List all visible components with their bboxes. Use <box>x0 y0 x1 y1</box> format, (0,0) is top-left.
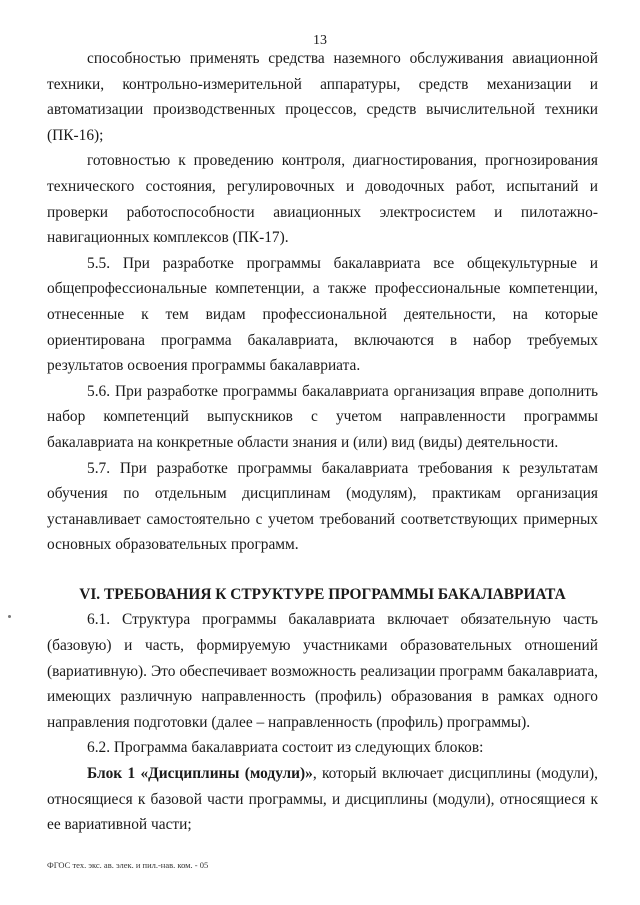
page-number: 13 <box>313 33 327 48</box>
paragraph-pk17: готовностью к проведению контроля, диагностирования, прогнозирования технического состояния, регулировочных и доводочных работ, испытаний и проверки работоспособности авиационных электросистем и пилотажно-навигационных комплексов (ПК-17). <box>47 152 598 247</box>
footer-note: ФГОС тех. экс. ав. элек. и пил.-нав. ком. - 05 <box>47 860 209 870</box>
paragraph-6-2: 6.2. Программа бакалавриата состоит из следующих блоков: <box>87 739 484 757</box>
paragraph-5-7: 5.7. При разработке программы бакалавриата требования к результатам обучения по отдельным дисциплинам (модулям), практикам организация устанавливает самостоятельно с учетом требований соответствующих примерных основных образовательных программ. <box>47 459 598 554</box>
paragraph-pk16: способностью применять средства наземного обслуживания авиационной техники, контрольно-измерительной аппаратуры, средств механизации и автоматизации производственных процессов, средств вычислительной техники (ПК-16); <box>47 50 598 144</box>
scan-margin-dot <box>8 615 11 618</box>
block1-description: , который включает дисциплины (модули), относящиеся к базовой части программы, и дисциплины (модули), относящиеся к ее вариативной части; <box>47 765 598 834</box>
document-body <box>47 46 598 838</box>
block1-title: Блок 1 «Дисциплины (модули)» <box>87 765 313 783</box>
paragraph-6-1: 6.1. Структура программы бакалавриата включает обязательную часть (базовую) и часть, формируемую участниками образовательных отношений (вариативную). Это обеспечивает возможность реализации программ бакалавриата, имеющих различную направленность (профиль) образования в рамках одного направления подготовки (далее – направленность (профиль) программы). <box>47 611 598 731</box>
paragraph-5-6: 5.6. При разработке программы бакалавриата организация вправе дополнить набор компетенций выпускников с учетом направленности программы бакалавриата на конкретные области знания и (или) вид (виды) деятельности. <box>47 382 598 451</box>
section-heading: VI. ТРЕБОВАНИЯ К СТРУКТУРЕ ПРОГРАММЫ БАКАЛАВРИАТА <box>79 585 566 603</box>
paragraph-5-5: 5.5. При разработке программы бакалавриата все общекультурные и общепрофессиональные компетенции, а также профессиональные компетенции, отнесенные к тем видам профессиональной деятельности, на которые ориентирована программа бакалавриата, включаются в набор требуемых результатов освоения программы бакалавриата. <box>47 254 598 375</box>
paragraph-block1 <box>47 761 598 838</box>
